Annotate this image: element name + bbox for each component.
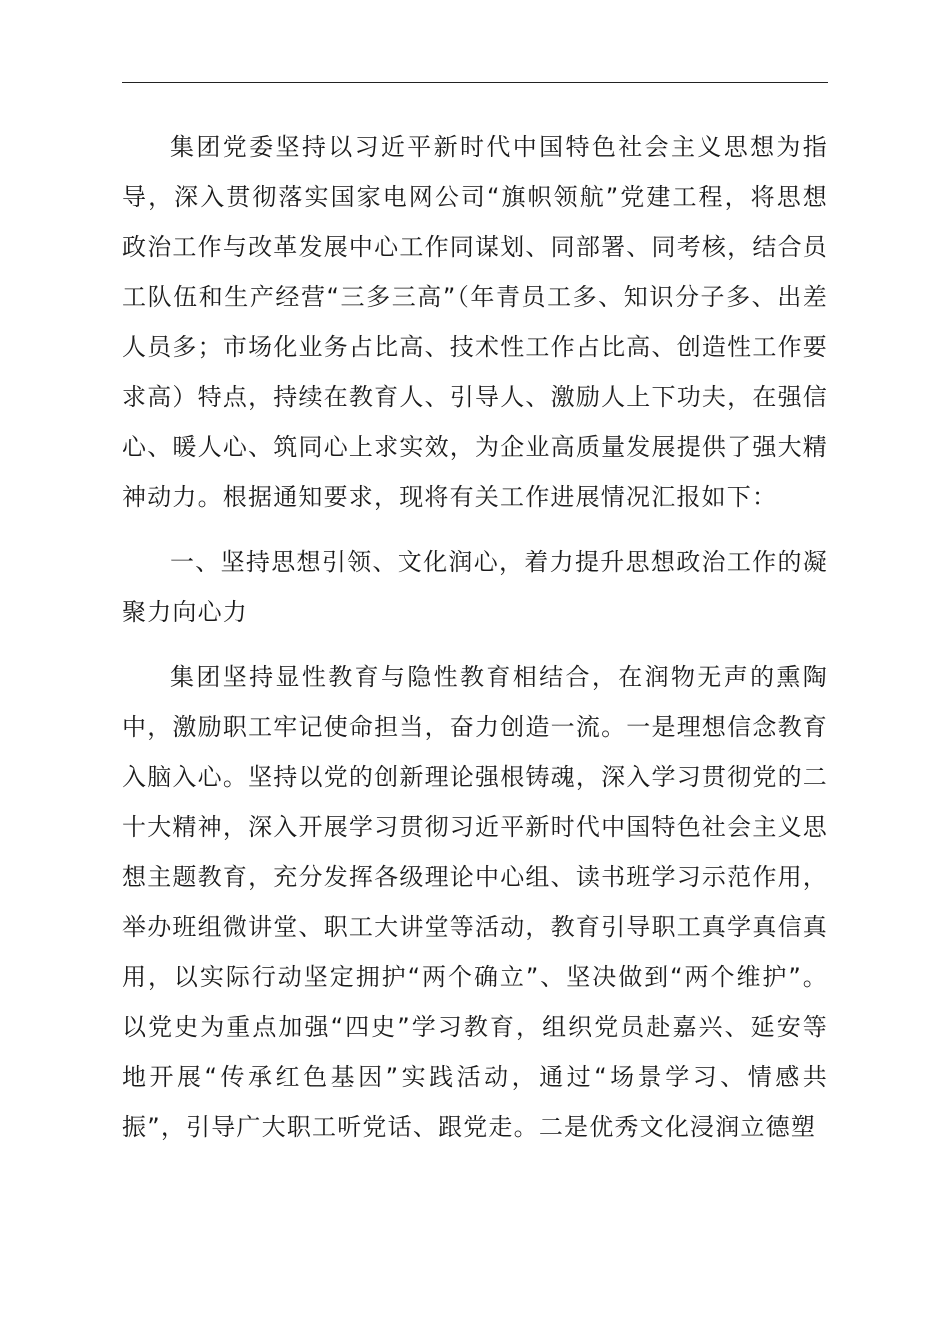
document-body [122, 122, 828, 1152]
section-heading: 一、坚持思想引领、文化润心，着力提升思想政治工作的凝聚力向心力 [122, 548, 828, 626]
intro-paragraph: 集团党委坚持以习近平新时代中国特色社会主义思想为指导，深入贯彻落实国家电网公司“旗帜领航”党建工程，将思想政治工作与改革发展中心工作同谋划、同部署、同考核，结合员工队伍和生产经营“三多三高”（年青员工多、知识分子多、出差人员多；市场化业务占比高、技术性工作占比高、创造性工作要求高）特点，持续在教育人、引导人、激励人上下功夫，在强信心、暖人心、筑同心上求实效，为企业高质量发展提供了强大精神动力。根据通知要求，现将有关工作进展情况汇报如下： [122, 133, 828, 511]
header-rule [122, 82, 828, 83]
section-paragraph: 集团坚持显性教育与隐性教育相结合，在润物无声的熏陶中，激励职工牢记使命担当，奋力创造一流。一是理想信念教育入脑入心。坚持以党的创新理论强根铸魂，深入学习贯彻党的二十大精神，深入开展学习贯彻习近平新时代中国特色社会主义思想主题教育，充分发挥各级理论中心组、读书班学习示范作用，举办班组微讲堂、职工大讲堂等活动，教育引导职工真学真信真用，以实际行动坚定拥护“两个确立”、坚决做到“两个维护”。以党史为重点加强“四史”学习教育，组织党员赴嘉兴、延安等地开展“传承红色基因”实践活动，通过“场景学习、情感共振”，引导广大职工听党话、跟党走。二是优秀文化浸润立德塑 [122, 663, 828, 1141]
